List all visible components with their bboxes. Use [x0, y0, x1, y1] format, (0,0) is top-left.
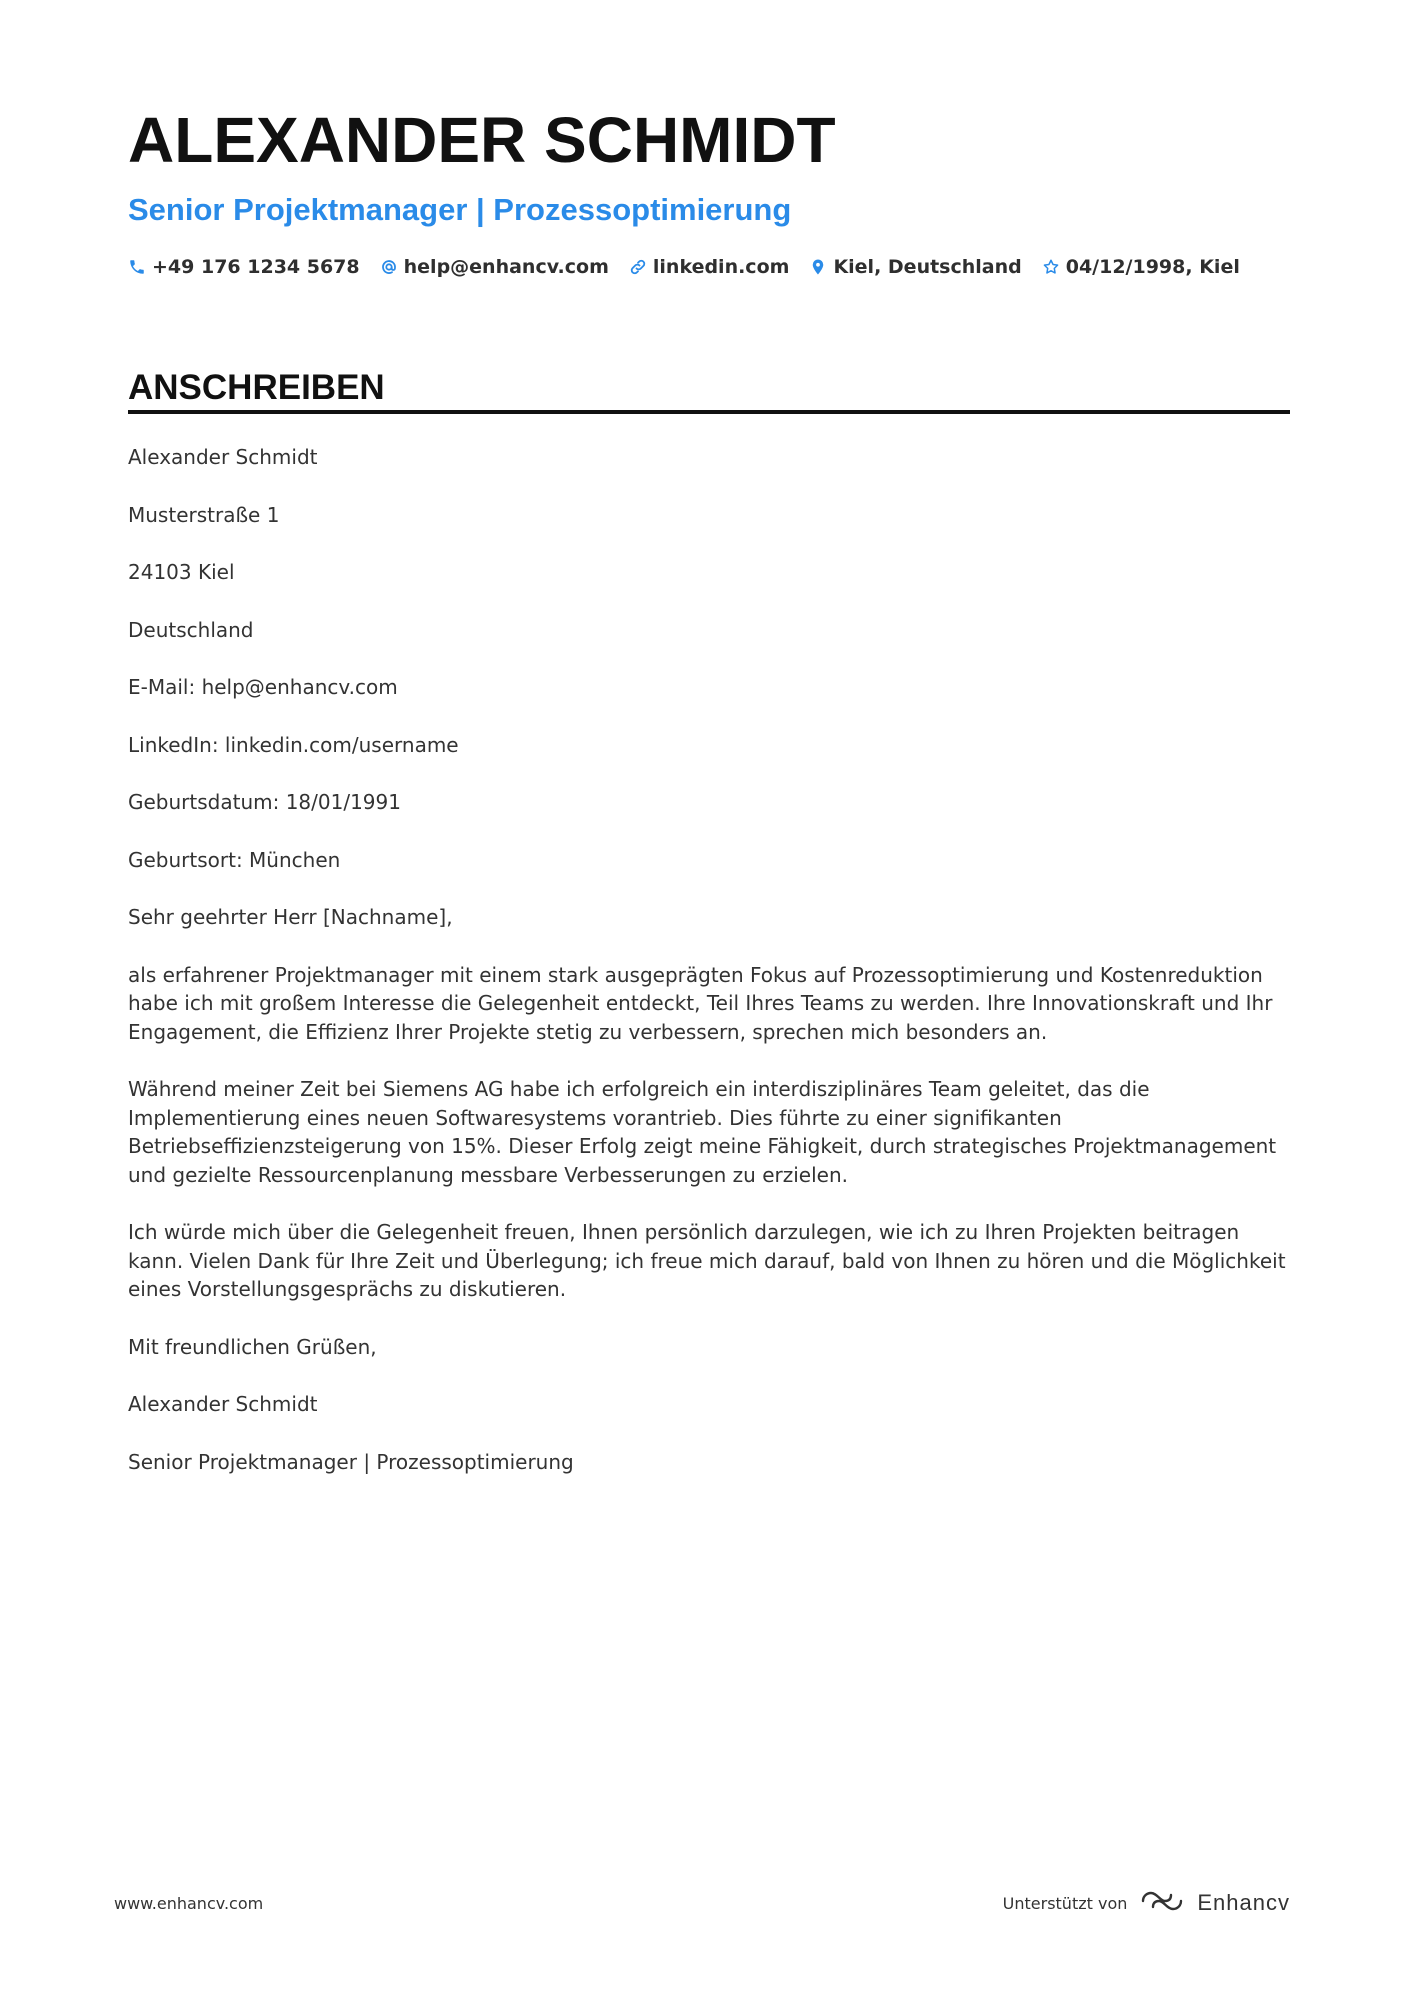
- star-icon: [1042, 258, 1060, 276]
- contact-location-text: Kiel, Deutschland: [833, 256, 1022, 278]
- enhancv-logo-icon: [1139, 1888, 1185, 1918]
- sender-country: Deutschland: [128, 617, 254, 642]
- applicant-name: ALEXANDER SCHMIDT: [128, 104, 836, 176]
- letter-body: [128, 443, 1290, 1505]
- valediction: Mit freundlichen Grüßen,: [128, 1334, 377, 1359]
- at-icon: [380, 258, 398, 276]
- signature-title: Senior Projektmanager | Prozessoptimierung: [128, 1449, 574, 1474]
- section-title: ANSCHREIBEN: [128, 368, 385, 407]
- location-pin-icon: [809, 258, 827, 276]
- sender-street: Musterstraße 1: [128, 502, 280, 527]
- sender-linkedin: LinkedIn: linkedin.com/username: [128, 732, 459, 757]
- paragraph-experience: Während meiner Zeit bei Siemens AG habe ich erfolgreich ein interdisziplinäres Team geleitet, das die Implementierung eines neuen Softwaresystems vorantrieb. Dies führte zu einer signifikanten Betriebseffizienzsteigerung von 15%. Dieser Erfolg zeigt meine Fähigkeit, durch strategisches Projektmanagement und gezielte Ressourcenplanung messbare Verbesserungen zu erzielen.: [128, 1077, 1277, 1187]
- paragraph-intro: als erfahrener Projektmanager mit einem stark ausgeprägten Fokus auf Prozessoptimierung und Kostenreduktion habe ich mit großem Interesse die Gelegenheit entdeckt, Teil Ihres Teams zu werden. Ihre Innovationskraft und Ihr Engagement, die Effizienz Ihrer Projekte stetig zu verbessern, sprechen mich besonders an.: [128, 962, 1273, 1044]
- sender-birthplace: Geburtsort: München: [128, 847, 341, 872]
- contact-bar: [128, 256, 1240, 278]
- footer-website[interactable]: www.enhancv.com: [114, 1894, 264, 1913]
- applicant-subtitle: Senior Projektmanager | Prozessoptimierung: [128, 192, 792, 227]
- phone-icon: [128, 258, 146, 276]
- sender-email: E-Mail: help@enhancv.com: [128, 675, 398, 699]
- salutation: Sehr geehrter Herr [Nachname],: [128, 905, 453, 929]
- contact-linkedin: [629, 256, 790, 278]
- contact-birth: [1042, 256, 1240, 278]
- sender-name: Alexander Schmidt: [128, 445, 318, 469]
- powered-by-label: Unterstützt von: [1002, 1893, 1128, 1913]
- link-icon: [629, 258, 647, 276]
- contact-location: [809, 256, 1021, 278]
- contact-email: [380, 256, 609, 278]
- contact-linkedin-text: linkedin.com: [652, 256, 790, 278]
- contact-birth-text: 04/12/1998, Kiel: [1065, 256, 1240, 278]
- sender-birthdate: Geburtsdatum: 18/01/1991: [128, 790, 401, 814]
- brand-name: Enhancv: [1197, 1890, 1290, 1915]
- signature-name: Alexander Schmidt: [128, 1392, 318, 1416]
- paragraph-closing: Ich würde mich über die Gelegenheit freuen, Ihnen persönlich darzulegen, wie ich zu Ihren Projekten beitragen kann. Vielen Dank für Ihre Zeit und Überlegung; ich freue mich darauf, bald von Ihnen zu hören und die Möglichkeit eines Vorstellungsgesprächs zu diskutieren.: [128, 1220, 1286, 1301]
- contact-phone-text: +49 176 1234 5678: [152, 256, 360, 278]
- section-divider: [128, 410, 1290, 414]
- sender-city: 24103 Kiel: [128, 560, 235, 584]
- contact-email-text: help@enhancv.com: [403, 256, 609, 278]
- footer-branding: [1003, 1888, 1290, 1918]
- contact-phone: [128, 256, 360, 278]
